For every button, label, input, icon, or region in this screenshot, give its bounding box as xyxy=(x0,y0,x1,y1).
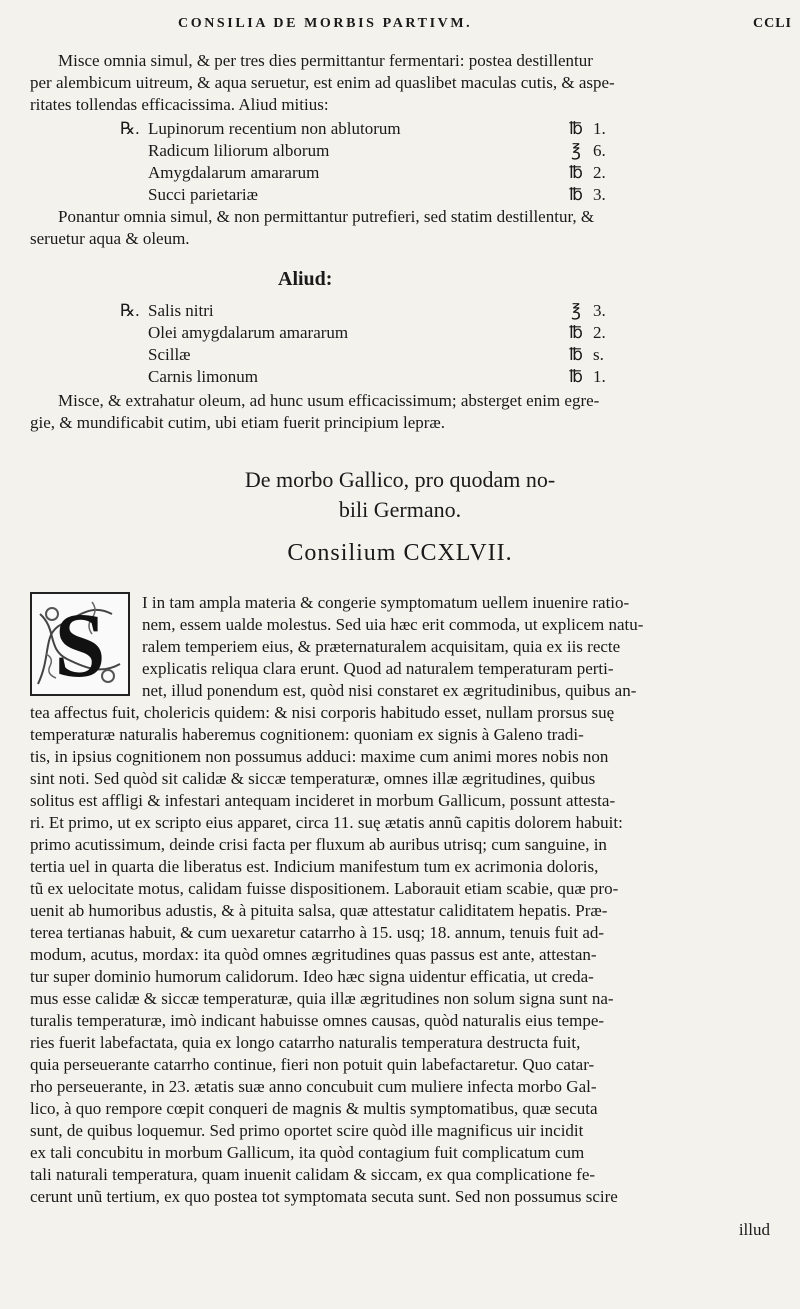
text-line: Misce, & extrahatur oleum, ad hunc usum efficacissimum; absterget enim egre- xyxy=(58,391,600,410)
recipe-symbol: ℞. xyxy=(120,119,140,138)
ingredient-quantity: 3. xyxy=(593,185,606,204)
consilium-heading: Consilium CCXLVII. xyxy=(287,540,513,566)
unit-symbol: ℔ xyxy=(569,163,583,182)
text-line: Misce omnia simul, & per tres dies permittantur fermentari: postea destillentur xyxy=(58,51,593,70)
ingredient-quantity: 6. xyxy=(593,141,606,160)
text-line: lico, à quo rempore cœpit conqueri de magnis & multis symptomatibus, quæ secuta xyxy=(30,1099,598,1118)
ingredient-quantity: s. xyxy=(593,345,604,364)
recipe1-ingredients xyxy=(120,118,620,206)
ingredient-row xyxy=(120,118,620,140)
text-line: ritates tollendas efficacissima. Aliud mitius: xyxy=(30,95,329,114)
ingredient-row xyxy=(120,300,620,322)
unit-symbol: ℔ xyxy=(569,119,583,138)
text-line: explicatis reliqua clara erunt. Quod ad naturalem temperaturam perti- xyxy=(142,659,614,678)
ingredient-name: Radicum liliorum alborum xyxy=(148,141,330,160)
recipe1-outro xyxy=(30,206,772,250)
ingredient-name: Succi parietariæ xyxy=(148,185,258,204)
text-line: tea affectus fuit, cholericis quidem: & nisi corporis habitudo esset, nullam prorsus suę xyxy=(30,703,615,722)
ingredient-row xyxy=(120,140,620,162)
body-text xyxy=(30,702,772,1208)
unit-symbol: ℔ xyxy=(569,185,583,204)
text-line: rho perseuerante, in 23. ætatis suæ anno concubuit cum muliere infecta morbo Gal- xyxy=(30,1077,597,1096)
text-line: modum, acutus, mordax: ita quòd omnes ægritudines quas passus est ante, attestan- xyxy=(30,945,597,964)
recipe2-heading: Aliud: xyxy=(278,268,333,290)
text-line: gie, & mundificabit cutim, ubi etiam fuerit principium lepræ. xyxy=(30,413,445,432)
text-line: sint noti. Sed quòd sit calidæ & siccæ temperaturæ, omnes illæ ægritudines, quibus xyxy=(30,769,596,788)
unit-symbol: ℥ xyxy=(571,301,581,320)
text-line: tali naturali temperatura, quam inuenit calidam & siccam, ex qua complicatione fe- xyxy=(30,1165,596,1184)
ingredient-name: Salis nitri xyxy=(148,301,214,320)
text-line: turalis temperaturæ, imò indicant habuisse omnes causas, quòd naturalis eius tempe- xyxy=(30,1011,605,1030)
ingredient-row xyxy=(120,344,620,366)
text-line: quia perseuerante catarrho continue, fieri non potuit quin labefactaretur. Quo catar- xyxy=(30,1055,595,1074)
text-line: ralem temperiem eius, & præternaturalem acquisitam, quia ex iis recte xyxy=(142,637,621,656)
text-line: ex tali concubitu in morbum Gallicum, ita quòd contagium fuit complicatum cum xyxy=(30,1143,585,1162)
ingredient-quantity: 1. xyxy=(593,119,606,138)
section-title xyxy=(0,465,800,525)
ingredient-name: Lupinorum recentium non ablutorum xyxy=(148,119,401,138)
unit-symbol: ℥ xyxy=(571,141,581,160)
recipe2-outro xyxy=(30,390,772,434)
text-line: net, illud ponendum est, quòd nisi constaret ex ægritudinibus, quibus an- xyxy=(142,681,637,700)
text-line: Ponantur omnia simul, & non permittantur putrefieri, sed statim destillentur, & xyxy=(58,207,595,226)
folio-number: CCLI xyxy=(752,16,792,31)
text-line: tũ ex uelocitate motus, calidam fuisse dispositionem. Laborauit etiam scabie, quæ pro- xyxy=(30,879,619,898)
recipe2-ingredients xyxy=(120,300,620,388)
ingredient-name: Carnis limonum xyxy=(148,367,259,386)
decorated-initial xyxy=(30,592,130,696)
text-line: nem, essem ualde molestus. Sed uia hæc erit commoda, ut explicem natu- xyxy=(142,615,644,634)
text-line: terea tertianas habuit, & cum uexaretur catarrho à 15. usq; 18. annum, tenuis fuit ad- xyxy=(30,923,605,942)
text-line: solitus est affligi & infestari antequam incideret in morbum Gallicum, possunt attesta- xyxy=(30,791,616,810)
text-line: sunt, de quibus loquemur. Sed primo oportet scire quòd ille magnificus uir incidit xyxy=(30,1121,584,1140)
text-line: cerunt unũ tertium, ex quo postea tot symptomata secuta sunt. Sed non possumus scire xyxy=(30,1187,618,1206)
ingredient-name: Scillæ xyxy=(148,345,191,364)
unit-symbol: ℔ xyxy=(569,323,583,342)
catchword: illud xyxy=(738,1220,770,1239)
running-title: CONSILIA DE MORBIS PARTIVM. xyxy=(178,16,473,31)
text-line: I in tam ampla materia & congerie symptomatum uellem inuenire ratio- xyxy=(142,593,630,612)
text-line: ri. Et primo, ut ex scripto eius apparet, circa 11. suę ætatis annũ capitis dolorem habuit: xyxy=(30,813,623,832)
unit-symbol: ℔ xyxy=(569,345,583,364)
recipe1-intro xyxy=(30,50,772,116)
ingredient-row xyxy=(120,162,620,184)
ingredient-quantity: 2. xyxy=(593,323,606,342)
ingredient-name: Amygdalarum amararum xyxy=(148,163,320,182)
text-line: temperaturæ naturalis haberemus cognitionem: quoniam ex signis à Galeno tradi- xyxy=(30,725,584,744)
unit-symbol: ℔ xyxy=(569,367,583,386)
section-title-line: bili Germano. xyxy=(338,497,462,522)
text-line: per alembicum uitreum, & aqua seruetur, est enim ad quaslibet maculas cutis, & aspe- xyxy=(30,73,615,92)
body-indented xyxy=(142,592,772,702)
recipe-symbol: ℞. xyxy=(120,301,140,320)
text-line: ries fuerit labefactata, quia ex longo catarrho naturalis temperatura destructa fuit, xyxy=(30,1033,581,1052)
ingredient-row xyxy=(120,322,620,344)
text-line: tis, in ipsius cognitionem non possumus adduci: maxime cum animi mores nobis non xyxy=(30,747,609,766)
running-head xyxy=(0,16,800,38)
initial-letter: S xyxy=(54,594,106,696)
section-title-line: De morbo Gallico, pro quodam no- xyxy=(244,467,556,492)
text-line: uenit ab humoribus adustis, & à pituita salsa, quæ attestatur caliditatem hepatis. Præ- xyxy=(30,901,608,920)
text-line: mus esse calidæ & siccæ temperaturæ, quia illæ ægritudines non solum signa sunt na- xyxy=(30,989,614,1008)
text-line: seruetur aqua & oleum. xyxy=(30,229,190,248)
ingredient-quantity: 1. xyxy=(593,367,606,386)
ingredient-quantity: 2. xyxy=(593,163,606,182)
ingredient-quantity: 3. xyxy=(593,301,606,320)
ingredient-name: Olei amygdalarum amararum xyxy=(148,323,349,342)
text-line: tertia uel in quarta die liberatus est. Indicium manifestum tum ex acrimonia doloris, xyxy=(30,857,599,876)
ingredient-row xyxy=(120,184,620,206)
text-line: tur super dominio humorum calidorum. Ideo hæc signa uidentur efficatia, ut creda- xyxy=(30,967,594,986)
text-line: primo acutissimum, deinde crisi facta per fluxum ab auribus utrisq; cum sanguine, in xyxy=(30,835,607,854)
ingredient-row xyxy=(120,366,620,388)
